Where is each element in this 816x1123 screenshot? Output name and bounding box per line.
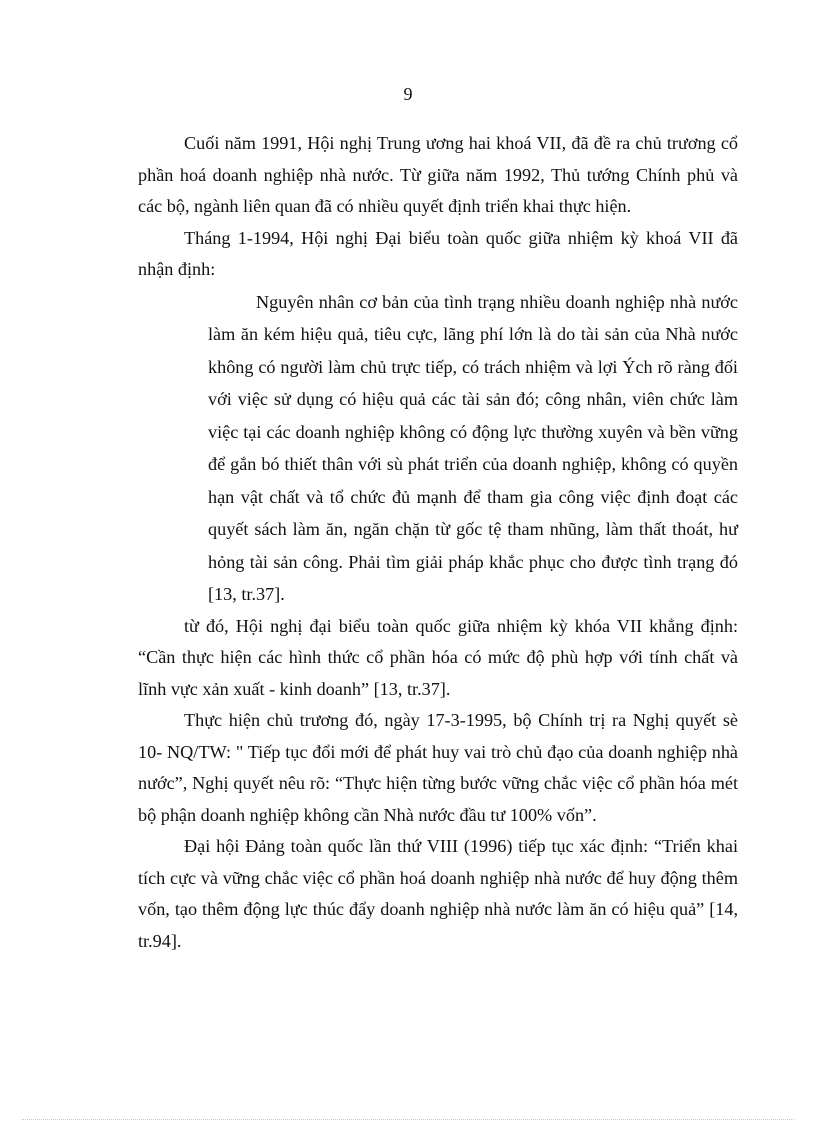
page-bottom-divider [22, 1119, 794, 1120]
paragraph: Thực hiện chủ trương đó, ngày 17-3-1995, bộ Chính trị ra Nghị quyết sè 10- NQ/TW: " Tiếp tục đổi mới để phát huy vai trò chủ đạo của doanh nghiệp nhà nước”, Nghị quyết nêu rõ: “Thực hiện từng bước vững chắc việc cổ phần hóa mét bộ phận doanh nghiệp không cần Nhà nước đầu tư 100% vốn”. [138, 710, 738, 825]
paragraph: Tháng 1-1994, Hội nghị Đại biểu toàn quốc giữa nhiệm kỳ khoá VII đã nhận định: [138, 227, 738, 279]
paragraph: Đại hội Đảng toàn quốc lần thứ VIII (1996) tiếp tục xác định: “Triển khai tích cực và vững chắc việc cổ phần hoá doanh nghiệp nhà nước để huy động thêm vốn, tạo thêm động lực thúc đẩy doanh nghiệp nhà nước làm ăn có hiệu quả” [14, tr.94]. [138, 836, 738, 951]
document-body [138, 128, 738, 957]
block-quote: Nguyên nhân cơ bản của tình trạng nhiều doanh nghiệp nhà nước làm ăn kém hiệu quả, tiêu cực, lãng phí lớn là do tài sản của Nhà nước không có người làm chủ trực tiếp, có trách nhiệm và lợi Ých rõ ràng đối với việc sử dụng có hiệu quả các tài sản đó; công nhân, viên chức làm việc tại các doanh nghiệp không có động lực thường xuyên và bền vững để gắn bó thiết thân với sù phát triển của doanh nghiệp, không có quyền hạn vật chất và tổ chức đủ mạnh để tham gia công việc định đoạt các quyết sách làm ăn, ngăn chặn từ gốc tệ tham nhũng, làm thất thoát, hư hỏng tài sản công. Phải tìm giải pháp khắc phục cho được tình trạng đó [13, tr.37]. [208, 291, 738, 604]
page-number: 9 [403, 84, 413, 104]
paragraph: từ đó, Hội nghị đại biểu toàn quốc giữa nhiệm kỳ khóa VII khẳng định: “Cần thực hiện các hình thức cổ phần hóa có mức độ phù hợp với tính chất và lĩnh vực xản xuất - kinh doanh” [13, tr.37]. [138, 615, 738, 699]
paragraph: Cuối năm 1991, Hội nghị Trung ương hai khoá VII, đã đề ra chủ trương cổ phần hoá doanh nghiệp nhà nước. Từ giữa năm 1992, Thủ tướng Chính phủ và các bộ, ngành liên quan đã có nhiều quyết định triển khai thực hiện. [138, 133, 738, 216]
